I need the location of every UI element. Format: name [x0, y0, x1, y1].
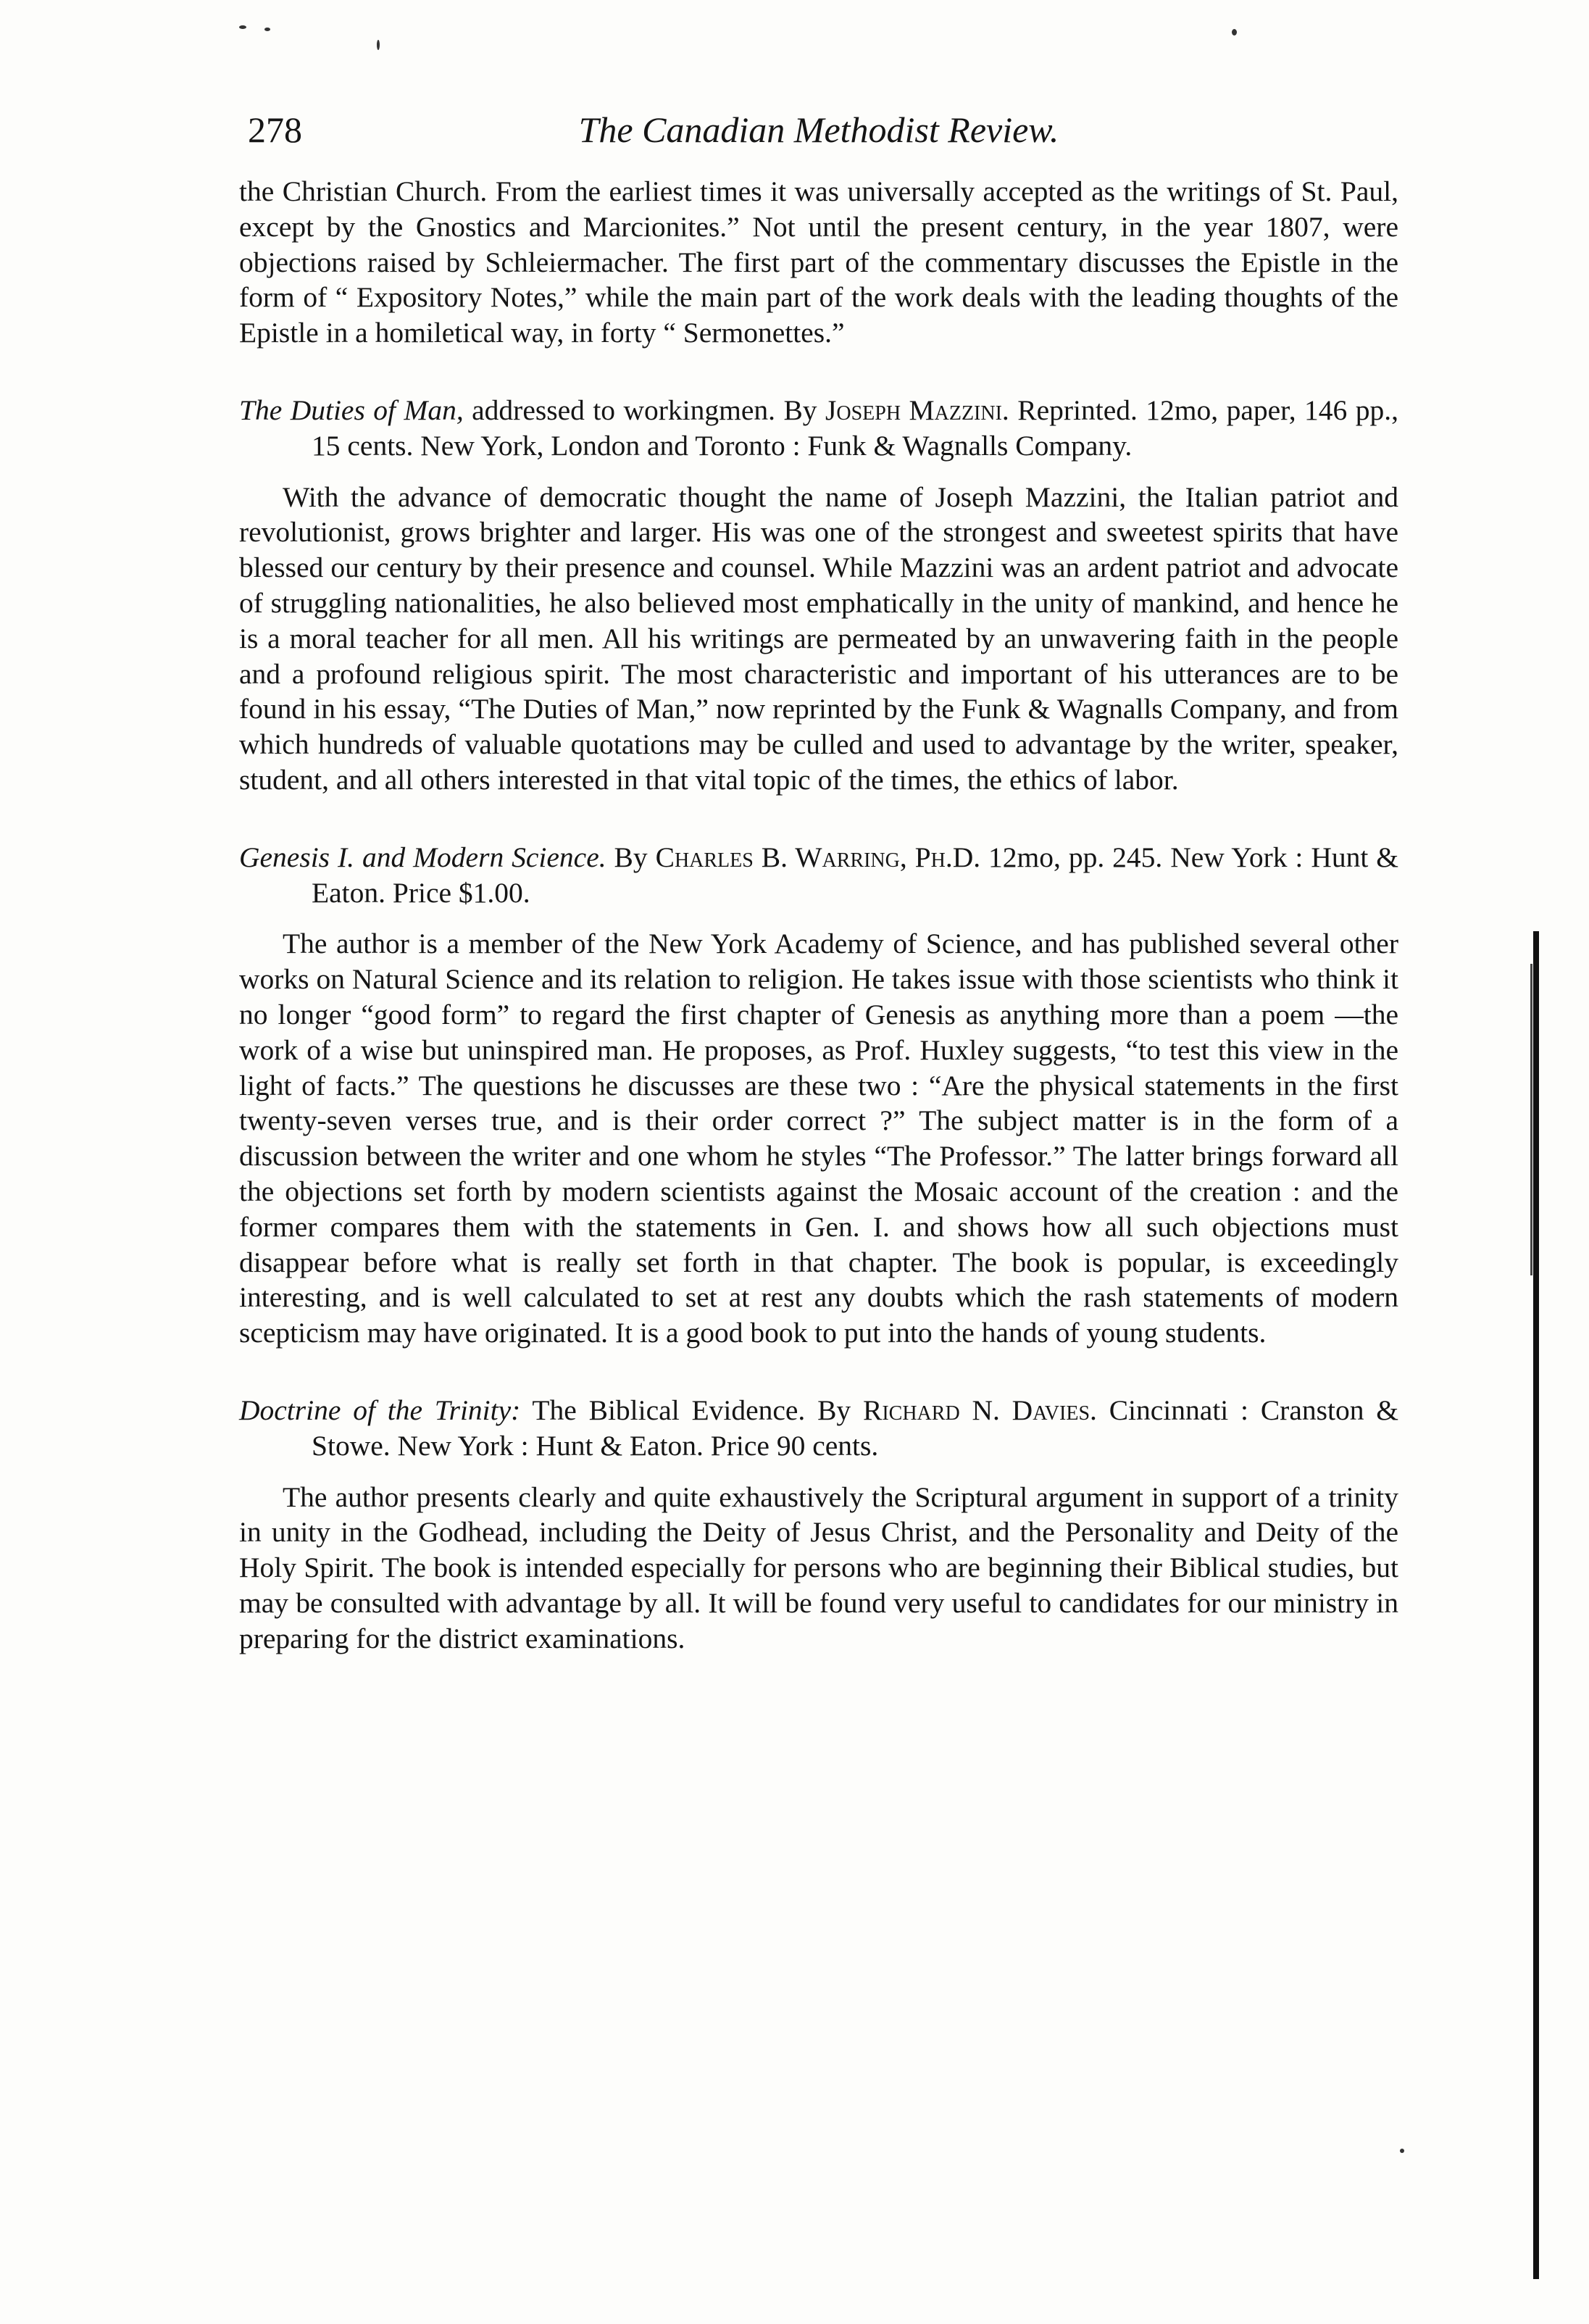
- book-title: Doctrine of the Trinity:: [239, 1394, 521, 1426]
- margin-binding-line-thin: [1530, 964, 1532, 1275]
- book-details: Cincinnati : Cranston & Stowe. New York : Hunt & Eaton. Price 90 cents.: [312, 1394, 1398, 1462]
- book-author: Joseph Mazzini.: [825, 393, 1009, 426]
- margin-binding-line: [1533, 931, 1539, 2279]
- scan-speck: [1232, 29, 1237, 36]
- scan-speck: [377, 40, 380, 50]
- review-heading: [239, 393, 1398, 464]
- scan-speck: [264, 28, 270, 31]
- book-title-rest: By: [606, 841, 656, 873]
- book-details: 12mo, pp. 245. New York : Hunt & Eaton. Price $1.00.: [312, 841, 1398, 909]
- review-body: The author presents clearly and quite exhaustively the Scriptural argument in support of a trinity in unity in the Godhead, including the Deity of Jesus Christ, and the Personality and Deity of the Holy Spirit. The book is intended especially for persons who are beginning their Biblical studies, but may be consulted with advantage by all. It will be found very useful to candidates for our ministry in preparing for the district examinations.: [239, 1480, 1398, 1654]
- review-body: With the advance of democratic thought the name of Joseph Mazzini, the Italian patriot and revolutionist, grows brighter and larger. His was one of the strongest and sweetest spirits that have blessed our century by their presence and counsel. While Mazzini was an ardent patriot and advocate of struggling nationalities, he also believed most emphatically in the unity of mankind, and hence he is a moral teacher for all men. All his writings are permeated by an unwavering faith in the people and a profound religious spirit. The most characteristic and important of his utterances are to be found in his essay, “The Duties of Man,” now reprinted by the Funk & Wagnalls Company, and from which hundreds of valuable quotations may be culled and used to advantage by the writer, speaker, student, and all others interested in that vital topic of the times, the ethics of labor.: [239, 480, 1398, 796]
- opening-paragraph: the Christian Church. From the earliest times it was universally accepted as the writings of St. Paul, except by the Gnostics and Marcionites.” Not until the present century, in the year 1807, were objections raised by Schleiermacher. The first part of the commentary discusses the Epistle in the form of “ Expository Notes,” while the main part of the work deals with the leading thoughts of the Epistle in a homiletical way, in forty “ Sermonettes.”: [239, 175, 1398, 349]
- page-number: 278: [248, 109, 302, 150]
- book-details: Reprinted. 12mo, paper, 146 pp., 15 cents. New York, London and Toronto : Funk & Wagnalls Company.: [312, 393, 1398, 462]
- book-title-rest: addressed to workingmen. By: [463, 393, 825, 426]
- book-title: Genesis I. and Modern Science.: [239, 841, 606, 873]
- page-header: [239, 109, 1398, 174]
- running-title: The Canadian Methodist Review.: [578, 109, 1059, 150]
- review-body: The author is a member of the New York Academy of Science, and has published several other works on Natural Science and its relation to religion. He takes issue with those scientists who think it no longer “good form” to regard the first chapter of Genesis as anything more than a poem —the work of a wise but uninspired man. He proposes, as Prof. Huxley suggests, “to test this view in the light of facts.” The questions he discusses are these two : “Are the physical statements in the first twenty-seven verses true, and is their order correct ?” The subject matter is in the form of a discussion between the writer and one whom he styles “The Professor.” The latter brings forward all the objections set forth by modern scientists against the Mosaic account of the creation : and the former compares them with the statements in Gen. I. and shows how all such objections must disappear before what is really set forth in that chapter. The book is popular, is exceedingly interesting, and is well calculated to set at rest any doubts which the rash statements of modern scepticism may have originated. It is a good book to put into the hands of young students.: [239, 928, 1398, 1349]
- book-title: The Duties of Man,: [239, 393, 464, 426]
- scan-speck: [1400, 2149, 1404, 2153]
- scan-speck: [239, 25, 246, 29]
- book-title-rest: The Biblical Evidence. By: [520, 1394, 863, 1426]
- review-heading: [239, 1393, 1398, 1464]
- book-author: Charles B. Warring, Ph.D.: [655, 841, 981, 873]
- page: [239, 109, 1398, 1656]
- review-heading: [239, 840, 1398, 911]
- book-author: Richard N. Davies.: [862, 1394, 1097, 1426]
